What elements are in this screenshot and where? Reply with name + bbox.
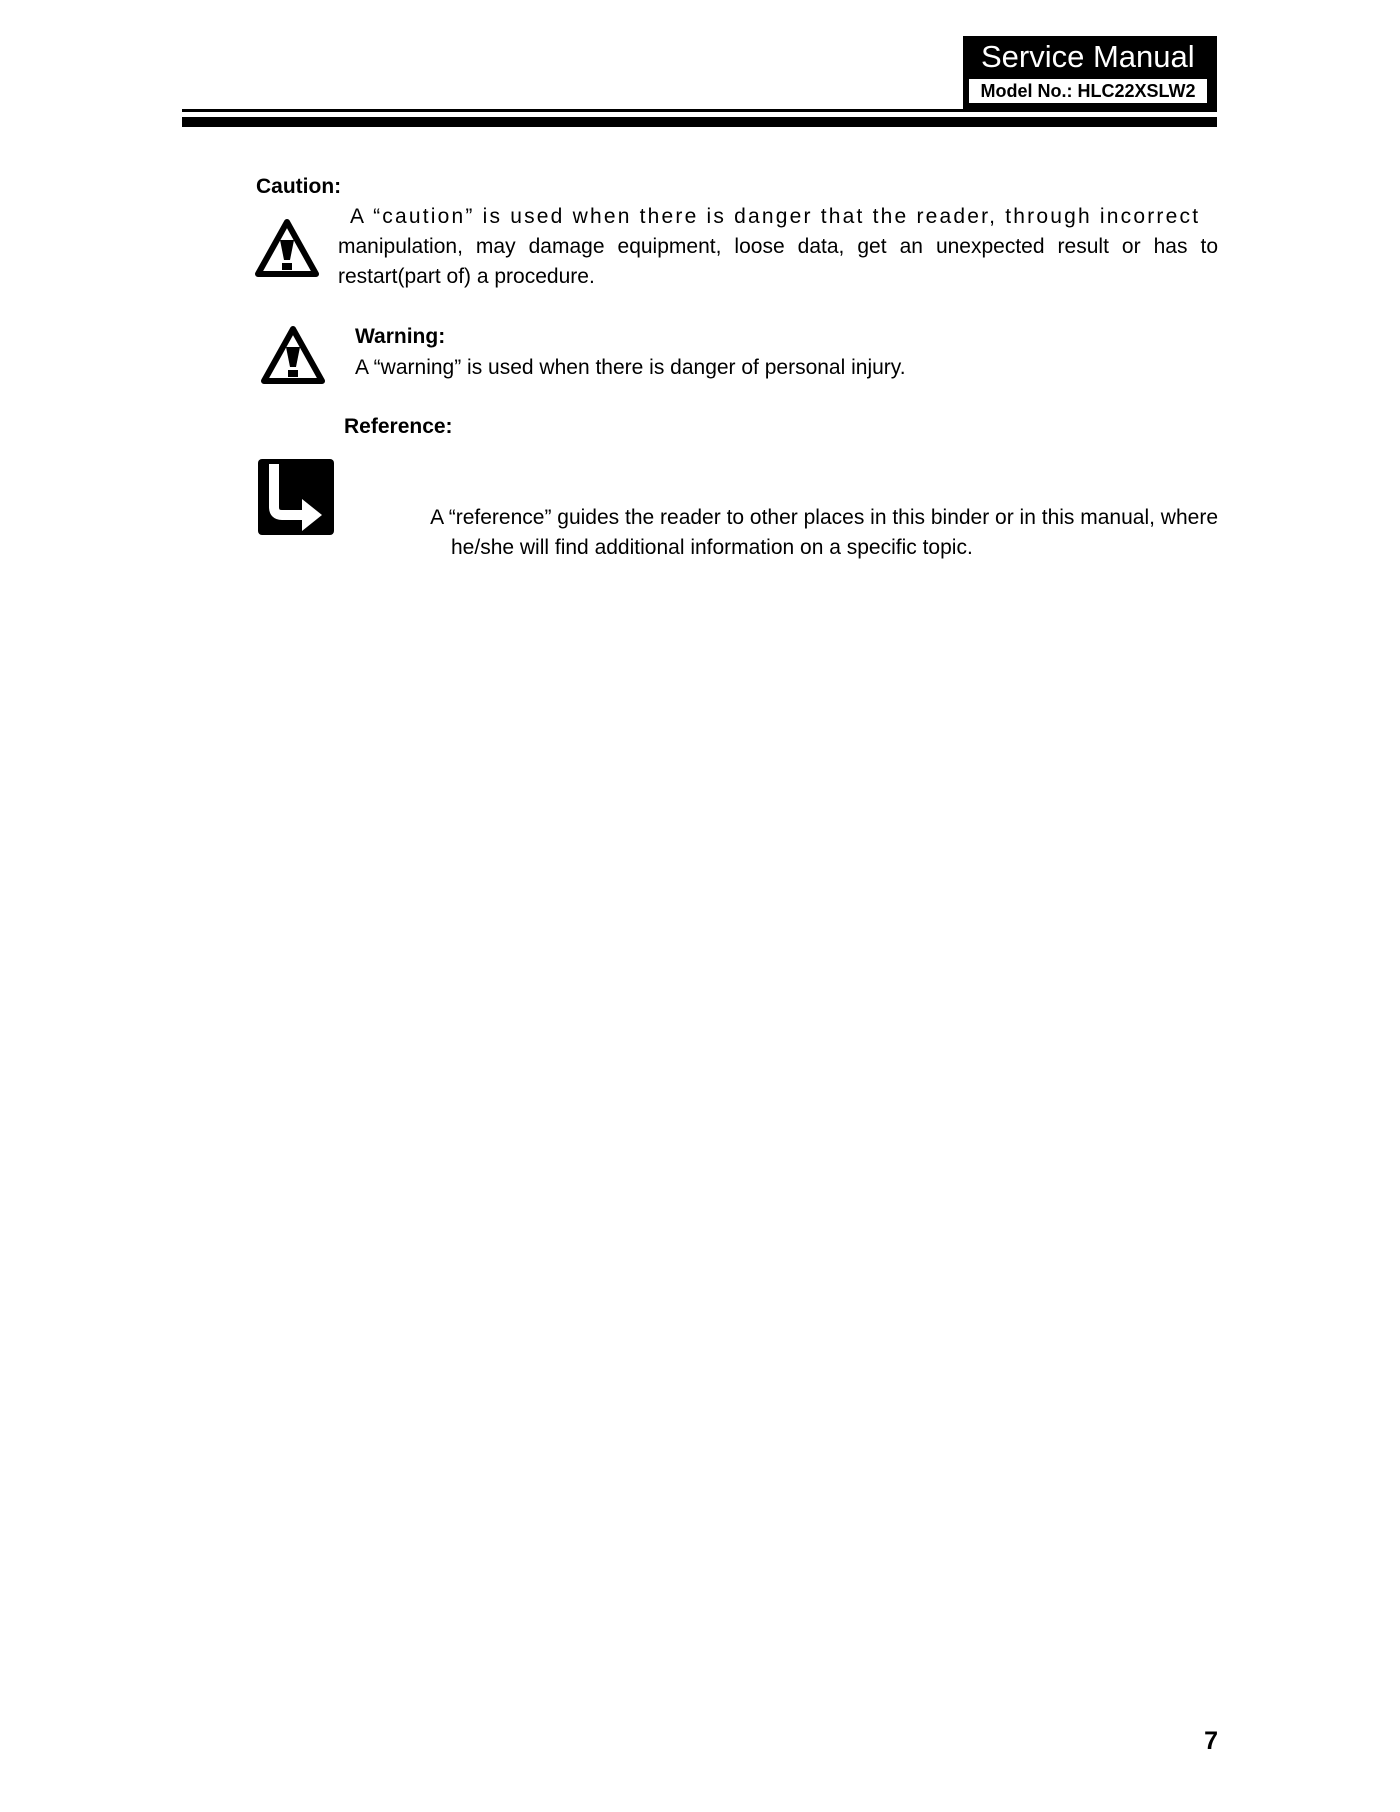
model-number: Model No.: HLC22XSLW2 <box>967 77 1209 105</box>
header-badge <box>963 36 1217 110</box>
document-title: Service Manual <box>981 39 1195 74</box>
caution-text <box>338 202 1218 292</box>
warning-text: A “warning” is used when there is danger of personal injury. <box>355 356 906 379</box>
caution-text-rest: manipulation, may damage equipment, loose data, get an unexpected result or has to restart(part of) a procedure. <box>338 235 1218 288</box>
reference-text-line-2: he/she will find additional information on a specific topic. <box>451 536 973 559</box>
caution-heading: Caution: <box>256 175 342 198</box>
warning-heading: Warning: <box>355 325 446 348</box>
reference-text-line-1: A “reference” guides the reader to other places in this binder or in this manual, where <box>430 506 1218 529</box>
reference-arrow-icon <box>258 459 334 535</box>
caution-triangle-icon <box>254 218 320 278</box>
page-number: 7 <box>1204 1727 1218 1755</box>
header-rule-thin <box>182 109 1217 112</box>
warning-triangle-icon <box>260 325 326 385</box>
reference-heading: Reference: <box>344 415 453 438</box>
caution-text-line-1: A “caution” is used when there is danger that the reader, through incorrect <box>350 205 1201 228</box>
header-rule-thick <box>182 117 1217 127</box>
